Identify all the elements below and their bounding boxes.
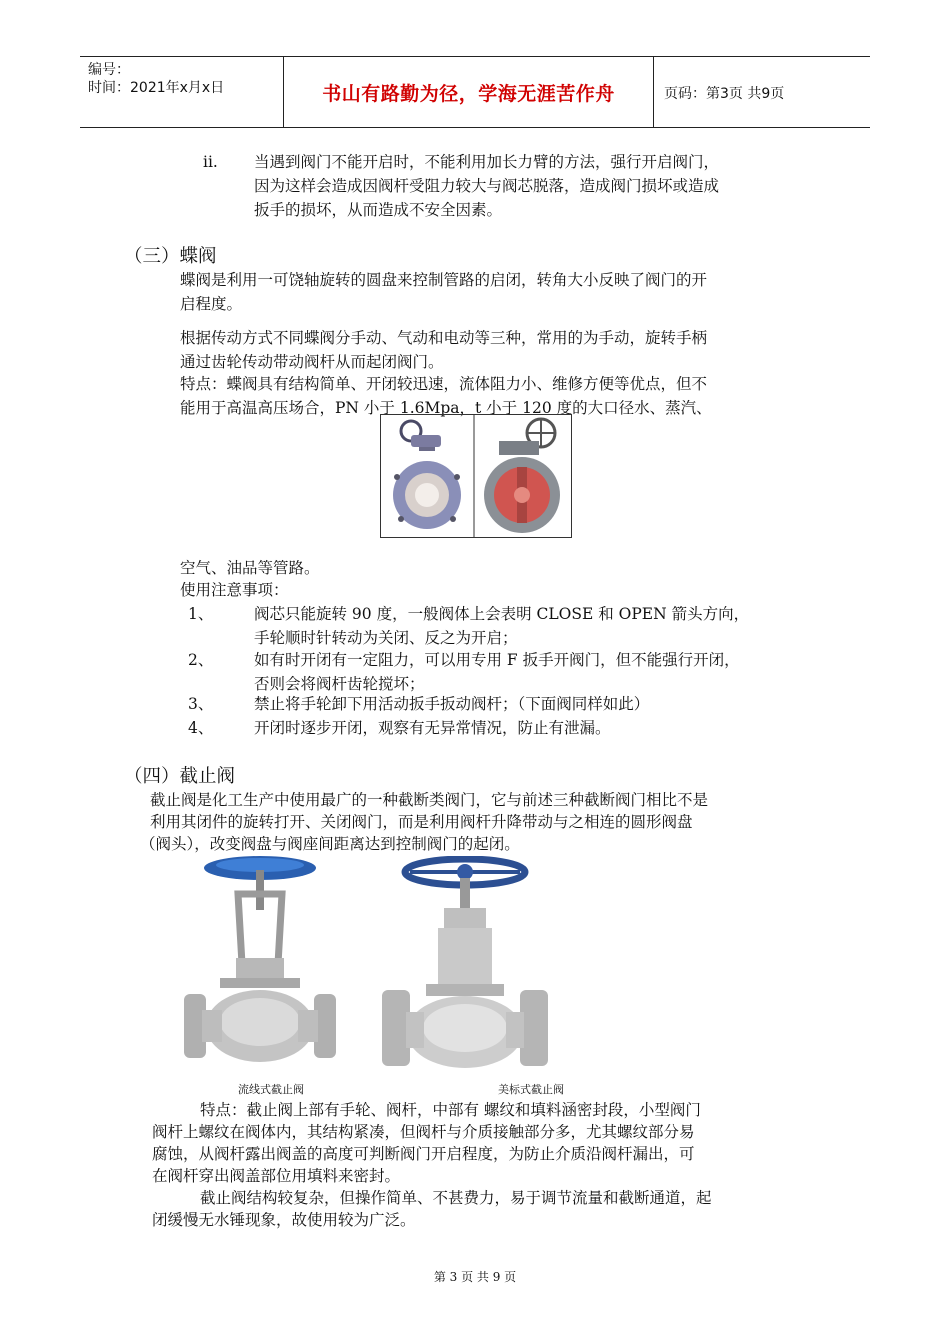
note-number: 4、 [188,719,214,737]
paragraph-line: 空气、油品等管路。 [180,559,320,577]
motto: 书山有路勤为径，学海无涯苦作舟 [322,83,615,105]
item-ii-line: 因为这样会造成因阀杆受阻力较大与阀芯脱落，造成阀门损坏或造成 [254,177,720,195]
paragraph-line: 闭缓慢无水锤现象，故使用较为广泛。 [152,1211,416,1229]
american-standard-globe-valve-figure [380,856,550,1078]
paragraph-line: 特点：截止阀上部有手轮、阀杆，中部有 螺纹和填料涵密封段，小型阀门 [200,1101,701,1119]
paragraph-line: 在阀杆穿出阀盖部位用填料来密封。 [152,1167,401,1185]
paragraph-line: （阀头），改变阀盘与阀座间距离达到控制阀门的起闭。 [140,835,520,853]
section-heading: （三）蝶阀 [124,246,217,267]
image-caption: 流线式截止阀 [238,1083,304,1096]
note-number: 1、 [188,605,214,623]
header-table [80,56,870,128]
paragraph-line: 利用其闭件的旋转打开、关闭阀门，而是利用阀杆升降带动与之相连的圆形阀盘 [150,813,693,831]
note-line: 如有时开闭有一定阻力，可以用专用 F 扳手开阀门，但不能强行开闭， [254,651,740,669]
paragraph-line: 腐蚀，从阀杆露出阀盖的高度可判断阀门开启程度，为防止介质沿阀杆漏出，可 [152,1145,695,1163]
butterfly-valve-figure [380,414,572,538]
header-left [88,61,224,97]
paragraph-line: 阀杆上螺纹在阀体内，其结构紧凑，但阀杆与介质接触部分多，尤其螺纹部分易 [152,1123,695,1141]
note-number: 3、 [188,695,214,713]
notes-title: 使用注意事项： [180,581,289,599]
paragraph-line: 截止阀是化工生产中使用最广的一种截断类阀门，它与前述三种截断阀门相比不是 [150,791,709,809]
note-line: 手轮顺时针转动为关闭、反之为开启； [254,629,518,647]
paragraph-line: 通过齿轮传动带动阀杆从而起闭阀门。 [180,353,444,371]
paragraph-line: 能用于高温高压场合，PN 小于 1.6Mpa，t 小于 120 度的大口径水、蒸汽、 [180,399,712,417]
note-number: 2、 [188,651,214,669]
paragraph-line: 启程度。 [180,295,243,313]
note-line: 开闭时逐步开闭，观察有无异常情况，防止有泄漏。 [254,719,611,737]
note-line: 阀芯只能旋转 90 度，一般阀体上会表明 CLOSE 和 OPEN 箭头方向， [254,605,750,623]
item-ii-line: 扳手的损坏，从而造成不安全因素。 [254,201,503,219]
time-label: 时间：2021年x月x日 [88,80,225,96]
paragraph-line: 截止阀结构较复杂，但操作简单、不甚费力，易于调节流量和截断通道，起 [200,1189,712,1207]
paragraph-line: 蝶阀是利用一可饶轴旋转的圆盘来控制管路的启闭，转角大小反映了阀门的开 [180,271,708,289]
number-label: 编号： [88,62,130,78]
note-line: 否则会将阀杆齿轮搅坏； [254,675,425,693]
globe-valve-image [180,854,340,1076]
page-footer: 第 3 页 共 9 页 [433,1270,517,1284]
note-line: 禁止将手轮卸下用活动扳手扳动阀杆；（下面阀同样如此） [254,695,650,713]
streamline-globe-valve-figure [180,854,340,1076]
section-heading: （四）截止阀 [124,766,236,787]
item-marker: ii. [203,153,218,171]
paragraph-line: 特点：蝶阀具有结构简单、开闭较迅速，流体阻力小、维修方便等优点，但不 [180,375,708,393]
item-ii-line: 当遇到阀门不能开启时，不能利用加长力臂的方法，强行开启阀门， [254,153,720,171]
page-label: 页码：第3页 共9页 [664,86,785,102]
header-divider [653,57,654,127]
globe-valve-image [380,856,550,1078]
image-caption: 美标式截止阀 [498,1083,564,1096]
butterfly-valve-image [381,415,571,537]
paragraph-line: 根据传动方式不同蝶阀分手动、气动和电动等三种，常用的为手动，旋转手柄 [180,329,708,347]
